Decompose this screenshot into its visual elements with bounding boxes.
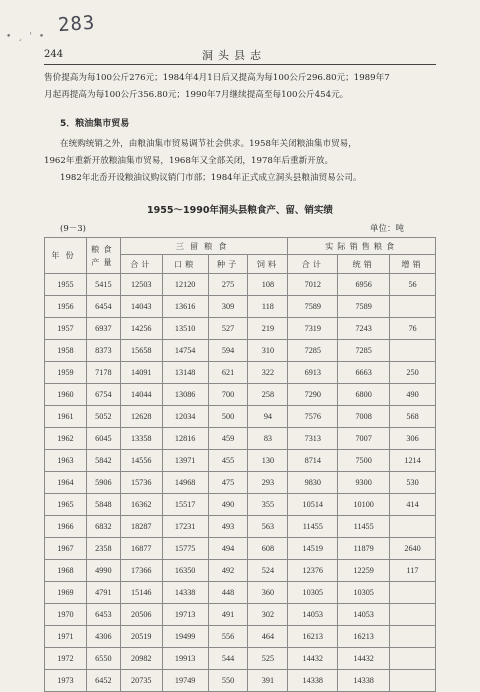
cell-year: 1972 xyxy=(45,648,87,670)
cell-added-sales: 568 xyxy=(390,406,436,428)
table-row xyxy=(45,472,436,494)
cell-ration: 13510 xyxy=(162,318,208,340)
cell-seed: 494 xyxy=(208,538,248,560)
cell-year: 1971 xyxy=(45,626,87,648)
cell-added-sales: 2640 xyxy=(390,538,436,560)
cell-feed: 360 xyxy=(248,582,288,604)
cell-unified-sales: 7500 xyxy=(338,450,390,472)
header-year: 年份 xyxy=(45,238,87,274)
cell-added-sales: 76 xyxy=(390,318,436,340)
table-title: 1955～1990年洞头县粮食产、留、销实绩 xyxy=(147,205,333,216)
cell-seed: 527 xyxy=(208,318,248,340)
cell-added-sales xyxy=(390,340,436,362)
cell-output: 5415 xyxy=(86,274,120,296)
cell-ration: 19749 xyxy=(162,670,208,692)
cell-retained-total: 14043 xyxy=(120,296,162,318)
header-unified-sales: 统销 xyxy=(338,255,390,274)
cell-retained-total: 15736 xyxy=(120,472,162,494)
table-row xyxy=(45,274,436,296)
header-added-sales: 增销 xyxy=(390,255,436,274)
handwritten-page-mark: 283 xyxy=(57,11,97,37)
cell-added-sales: 306 xyxy=(390,428,436,450)
cell-unified-sales: 7589 xyxy=(338,296,390,318)
cell-added-sales xyxy=(390,648,436,670)
table-row xyxy=(45,516,436,538)
cell-added-sales xyxy=(390,516,436,538)
cell-ration: 16350 xyxy=(162,560,208,582)
cell-seed: 309 xyxy=(208,296,248,318)
cell-retained-total: 20982 xyxy=(120,648,162,670)
cell-feed: 118 xyxy=(248,296,288,318)
cell-seed: 550 xyxy=(208,670,248,692)
cell-year: 1958 xyxy=(45,340,87,362)
cell-output: 2358 xyxy=(86,538,120,560)
table-row xyxy=(45,362,436,384)
cell-output: 6454 xyxy=(86,296,120,318)
cell-year: 1962 xyxy=(45,428,87,450)
cell-seed: 475 xyxy=(208,472,248,494)
table-row xyxy=(45,670,436,692)
cell-retained-total: 12503 xyxy=(120,274,162,296)
cell-added-sales xyxy=(390,626,436,648)
cell-ration: 19713 xyxy=(162,604,208,626)
table-unit: 单位：吨 xyxy=(370,224,405,234)
cell-ration: 15517 xyxy=(162,494,208,516)
cell-retained-total: 14091 xyxy=(120,362,162,384)
cell-sales-total: 14432 xyxy=(288,648,338,670)
cell-year: 1959 xyxy=(45,362,87,384)
cell-year: 1965 xyxy=(45,494,87,516)
cell-seed: 493 xyxy=(208,516,248,538)
cell-sales-total: 7290 xyxy=(288,384,338,406)
cell-retained-total: 20735 xyxy=(120,670,162,692)
cell-sales-total: 7319 xyxy=(288,318,338,340)
cell-unified-sales: 6956 xyxy=(338,274,390,296)
cell-seed: 491 xyxy=(208,604,248,626)
cell-unified-sales: 10305 xyxy=(338,582,390,604)
cell-output: 8373 xyxy=(86,340,120,362)
cell-retained-total: 13358 xyxy=(120,428,162,450)
cell-feed: 525 xyxy=(248,648,288,670)
cell-ration: 19913 xyxy=(162,648,208,670)
cell-added-sales xyxy=(390,604,436,626)
cell-added-sales: 117 xyxy=(390,560,436,582)
cell-added-sales xyxy=(390,670,436,692)
header-feed: 饲料 xyxy=(248,255,288,274)
cell-feed: 293 xyxy=(248,472,288,494)
cell-added-sales: 1214 xyxy=(390,450,436,472)
running-title: 洞头县志 xyxy=(202,49,266,62)
page-number: 244 xyxy=(44,49,64,60)
cell-year: 1967 xyxy=(45,538,87,560)
cell-feed: 563 xyxy=(248,516,288,538)
cell-feed: 355 xyxy=(248,494,288,516)
cell-output: 6832 xyxy=(86,516,120,538)
cell-feed: 302 xyxy=(248,604,288,626)
cell-seed: 556 xyxy=(208,626,248,648)
cell-retained-total: 20519 xyxy=(120,626,162,648)
cell-seed: 594 xyxy=(208,340,248,362)
header-rule xyxy=(44,64,436,65)
cell-sales-total: 7589 xyxy=(288,296,338,318)
cell-output: 4990 xyxy=(86,560,120,582)
cell-year: 1955 xyxy=(45,274,87,296)
cell-sales-total: 7285 xyxy=(288,340,338,362)
cell-feed: 608 xyxy=(248,538,288,560)
cell-seed: 490 xyxy=(208,494,248,516)
cell-unified-sales: 7243 xyxy=(338,318,390,340)
cell-ration: 13086 xyxy=(162,384,208,406)
cell-unified-sales: 14432 xyxy=(338,648,390,670)
cell-sales-total: 12376 xyxy=(288,560,338,582)
cell-retained-total: 15146 xyxy=(120,582,162,604)
paragraph-line: 1962年重新开放粮油集市贸易，1968年又全部关闭，1978年后重新开放。 xyxy=(44,156,334,166)
cell-retained-total: 12628 xyxy=(120,406,162,428)
cell-ration: 17231 xyxy=(162,516,208,538)
cell-sales-total: 9830 xyxy=(288,472,338,494)
cell-output: 4306 xyxy=(86,626,120,648)
table-row xyxy=(45,406,436,428)
cell-sales-total: 7576 xyxy=(288,406,338,428)
cell-sales-total: 10305 xyxy=(288,582,338,604)
cell-output: 6754 xyxy=(86,384,120,406)
cell-unified-sales: 11455 xyxy=(338,516,390,538)
header-sales-group: 实际销售粮食 xyxy=(288,238,436,255)
cell-ration: 14968 xyxy=(162,472,208,494)
cell-output: 5906 xyxy=(86,472,120,494)
cell-retained-total: 15658 xyxy=(120,340,162,362)
cell-ration: 13971 xyxy=(162,450,208,472)
cell-feed: 108 xyxy=(248,274,288,296)
cell-added-sales: 56 xyxy=(390,274,436,296)
cell-output: 4791 xyxy=(86,582,120,604)
cell-feed: 219 xyxy=(248,318,288,340)
table-row xyxy=(45,296,436,318)
cell-feed: 391 xyxy=(248,670,288,692)
cell-ration: 12816 xyxy=(162,428,208,450)
cell-feed: 524 xyxy=(248,560,288,582)
cell-feed: 130 xyxy=(248,450,288,472)
cell-unified-sales: 14053 xyxy=(338,604,390,626)
cell-seed: 700 xyxy=(208,384,248,406)
cell-ration: 14754 xyxy=(162,340,208,362)
table-row xyxy=(45,318,436,340)
cell-ration: 13148 xyxy=(162,362,208,384)
cell-seed: 492 xyxy=(208,560,248,582)
cell-ration: 12120 xyxy=(162,274,208,296)
section-heading: 5．粮油集市贸易 xyxy=(60,119,130,129)
cell-seed: 621 xyxy=(208,362,248,384)
cell-feed: 464 xyxy=(248,626,288,648)
cell-ration: 14338 xyxy=(162,582,208,604)
cell-sales-total: 14338 xyxy=(288,670,338,692)
cell-retained-total: 17366 xyxy=(120,560,162,582)
cell-added-sales: 250 xyxy=(390,362,436,384)
cell-added-sales: 530 xyxy=(390,472,436,494)
cell-output: 5842 xyxy=(86,450,120,472)
cell-added-sales xyxy=(390,582,436,604)
cell-unified-sales: 12259 xyxy=(338,560,390,582)
cell-year: 1964 xyxy=(45,472,87,494)
cell-year: 1966 xyxy=(45,516,87,538)
cell-output: 5052 xyxy=(86,406,120,428)
cell-retained-total: 14256 xyxy=(120,318,162,340)
cell-year: 1956 xyxy=(45,296,87,318)
scan-speckles: • ¸ ' • xyxy=(6,32,47,42)
cell-feed: 94 xyxy=(248,406,288,428)
table-row xyxy=(45,648,436,670)
cell-retained-total: 14556 xyxy=(120,450,162,472)
cell-unified-sales: 14338 xyxy=(338,670,390,692)
cell-sales-total: 7012 xyxy=(288,274,338,296)
cell-sales-total: 7313 xyxy=(288,428,338,450)
paragraph-line: 月起再提高为每100公斤356.80元；1990年7月继续提高至每100公斤454元。 xyxy=(44,90,349,100)
table-number: (9－3) xyxy=(60,224,86,234)
cell-unified-sales: 11879 xyxy=(338,538,390,560)
header-sales-total: 合计 xyxy=(288,255,338,274)
cell-ration: 19499 xyxy=(162,626,208,648)
header-seed: 种子 xyxy=(208,255,248,274)
table-row xyxy=(45,626,436,648)
cell-year: 1961 xyxy=(45,406,87,428)
grain-table xyxy=(44,237,436,692)
table-row xyxy=(45,560,436,582)
table-row xyxy=(45,428,436,450)
cell-output: 6453 xyxy=(86,604,120,626)
cell-feed: 322 xyxy=(248,362,288,384)
cell-unified-sales: 7285 xyxy=(338,340,390,362)
table-row xyxy=(45,538,436,560)
cell-seed: 448 xyxy=(208,582,248,604)
table-row xyxy=(45,450,436,472)
cell-output: 7178 xyxy=(86,362,120,384)
cell-unified-sales: 7008 xyxy=(338,406,390,428)
cell-retained-total: 16877 xyxy=(120,538,162,560)
cell-feed: 310 xyxy=(248,340,288,362)
cell-retained-total: 16362 xyxy=(120,494,162,516)
cell-seed: 544 xyxy=(208,648,248,670)
cell-year: 1969 xyxy=(45,582,87,604)
cell-feed: 258 xyxy=(248,384,288,406)
cell-retained-total: 20506 xyxy=(120,604,162,626)
cell-ration: 15775 xyxy=(162,538,208,560)
cell-sales-total: 16213 xyxy=(288,626,338,648)
cell-added-sales: 490 xyxy=(390,384,436,406)
cell-sales-total: 11455 xyxy=(288,516,338,538)
cell-sales-total: 14053 xyxy=(288,604,338,626)
cell-year: 1960 xyxy=(45,384,87,406)
table-row xyxy=(45,340,436,362)
cell-unified-sales: 9300 xyxy=(338,472,390,494)
cell-output: 6452 xyxy=(86,670,120,692)
cell-ration: 12034 xyxy=(162,406,208,428)
cell-feed: 83 xyxy=(248,428,288,450)
cell-retained-total: 14044 xyxy=(120,384,162,406)
cell-year: 1970 xyxy=(45,604,87,626)
cell-unified-sales: 6663 xyxy=(338,362,390,384)
cell-year: 1957 xyxy=(45,318,87,340)
table-row xyxy=(45,604,436,626)
cell-sales-total: 6913 xyxy=(288,362,338,384)
paragraph-line: 售价提高为每100公斤276元；1984年4月1日后又提高为每100公斤296.80元；1989年7 xyxy=(44,73,390,83)
cell-ration: 13616 xyxy=(162,296,208,318)
cell-sales-total: 8714 xyxy=(288,450,338,472)
cell-sales-total: 10514 xyxy=(288,494,338,516)
cell-added-sales: 414 xyxy=(390,494,436,516)
cell-sales-total: 14519 xyxy=(288,538,338,560)
header-retained-total: 合计 xyxy=(120,255,162,274)
cell-seed: 500 xyxy=(208,406,248,428)
cell-added-sales xyxy=(390,296,436,318)
paragraph-line: 1982年北岙开设粮油议购议销门市部；1984年正式成立洞头县粮油贸易公司。 xyxy=(60,173,362,183)
cell-seed: 455 xyxy=(208,450,248,472)
cell-output: 6550 xyxy=(86,648,120,670)
cell-year: 1968 xyxy=(45,560,87,582)
cell-output: 6045 xyxy=(86,428,120,450)
paragraph-line: 在统购统销之外，由粮油集市贸易调节社会供求。1958年关闭粮油集市贸易， xyxy=(60,139,357,149)
cell-retained-total: 18287 xyxy=(120,516,162,538)
cell-unified-sales: 7007 xyxy=(338,428,390,450)
cell-output: 5848 xyxy=(86,494,120,516)
header-retained-group: 三留粮食 xyxy=(120,238,288,255)
header-output: 粮食产量 xyxy=(86,238,120,274)
cell-year: 1963 xyxy=(45,450,87,472)
cell-output: 6937 xyxy=(86,318,120,340)
table-row xyxy=(45,494,436,516)
cell-unified-sales: 16213 xyxy=(338,626,390,648)
cell-unified-sales: 10100 xyxy=(338,494,390,516)
cell-seed: 459 xyxy=(208,428,248,450)
table-row xyxy=(45,384,436,406)
header-ration: 口粮 xyxy=(162,255,208,274)
cell-year: 1973 xyxy=(45,670,87,692)
cell-unified-sales: 6800 xyxy=(338,384,390,406)
cell-seed: 275 xyxy=(208,274,248,296)
table-row xyxy=(45,582,436,604)
